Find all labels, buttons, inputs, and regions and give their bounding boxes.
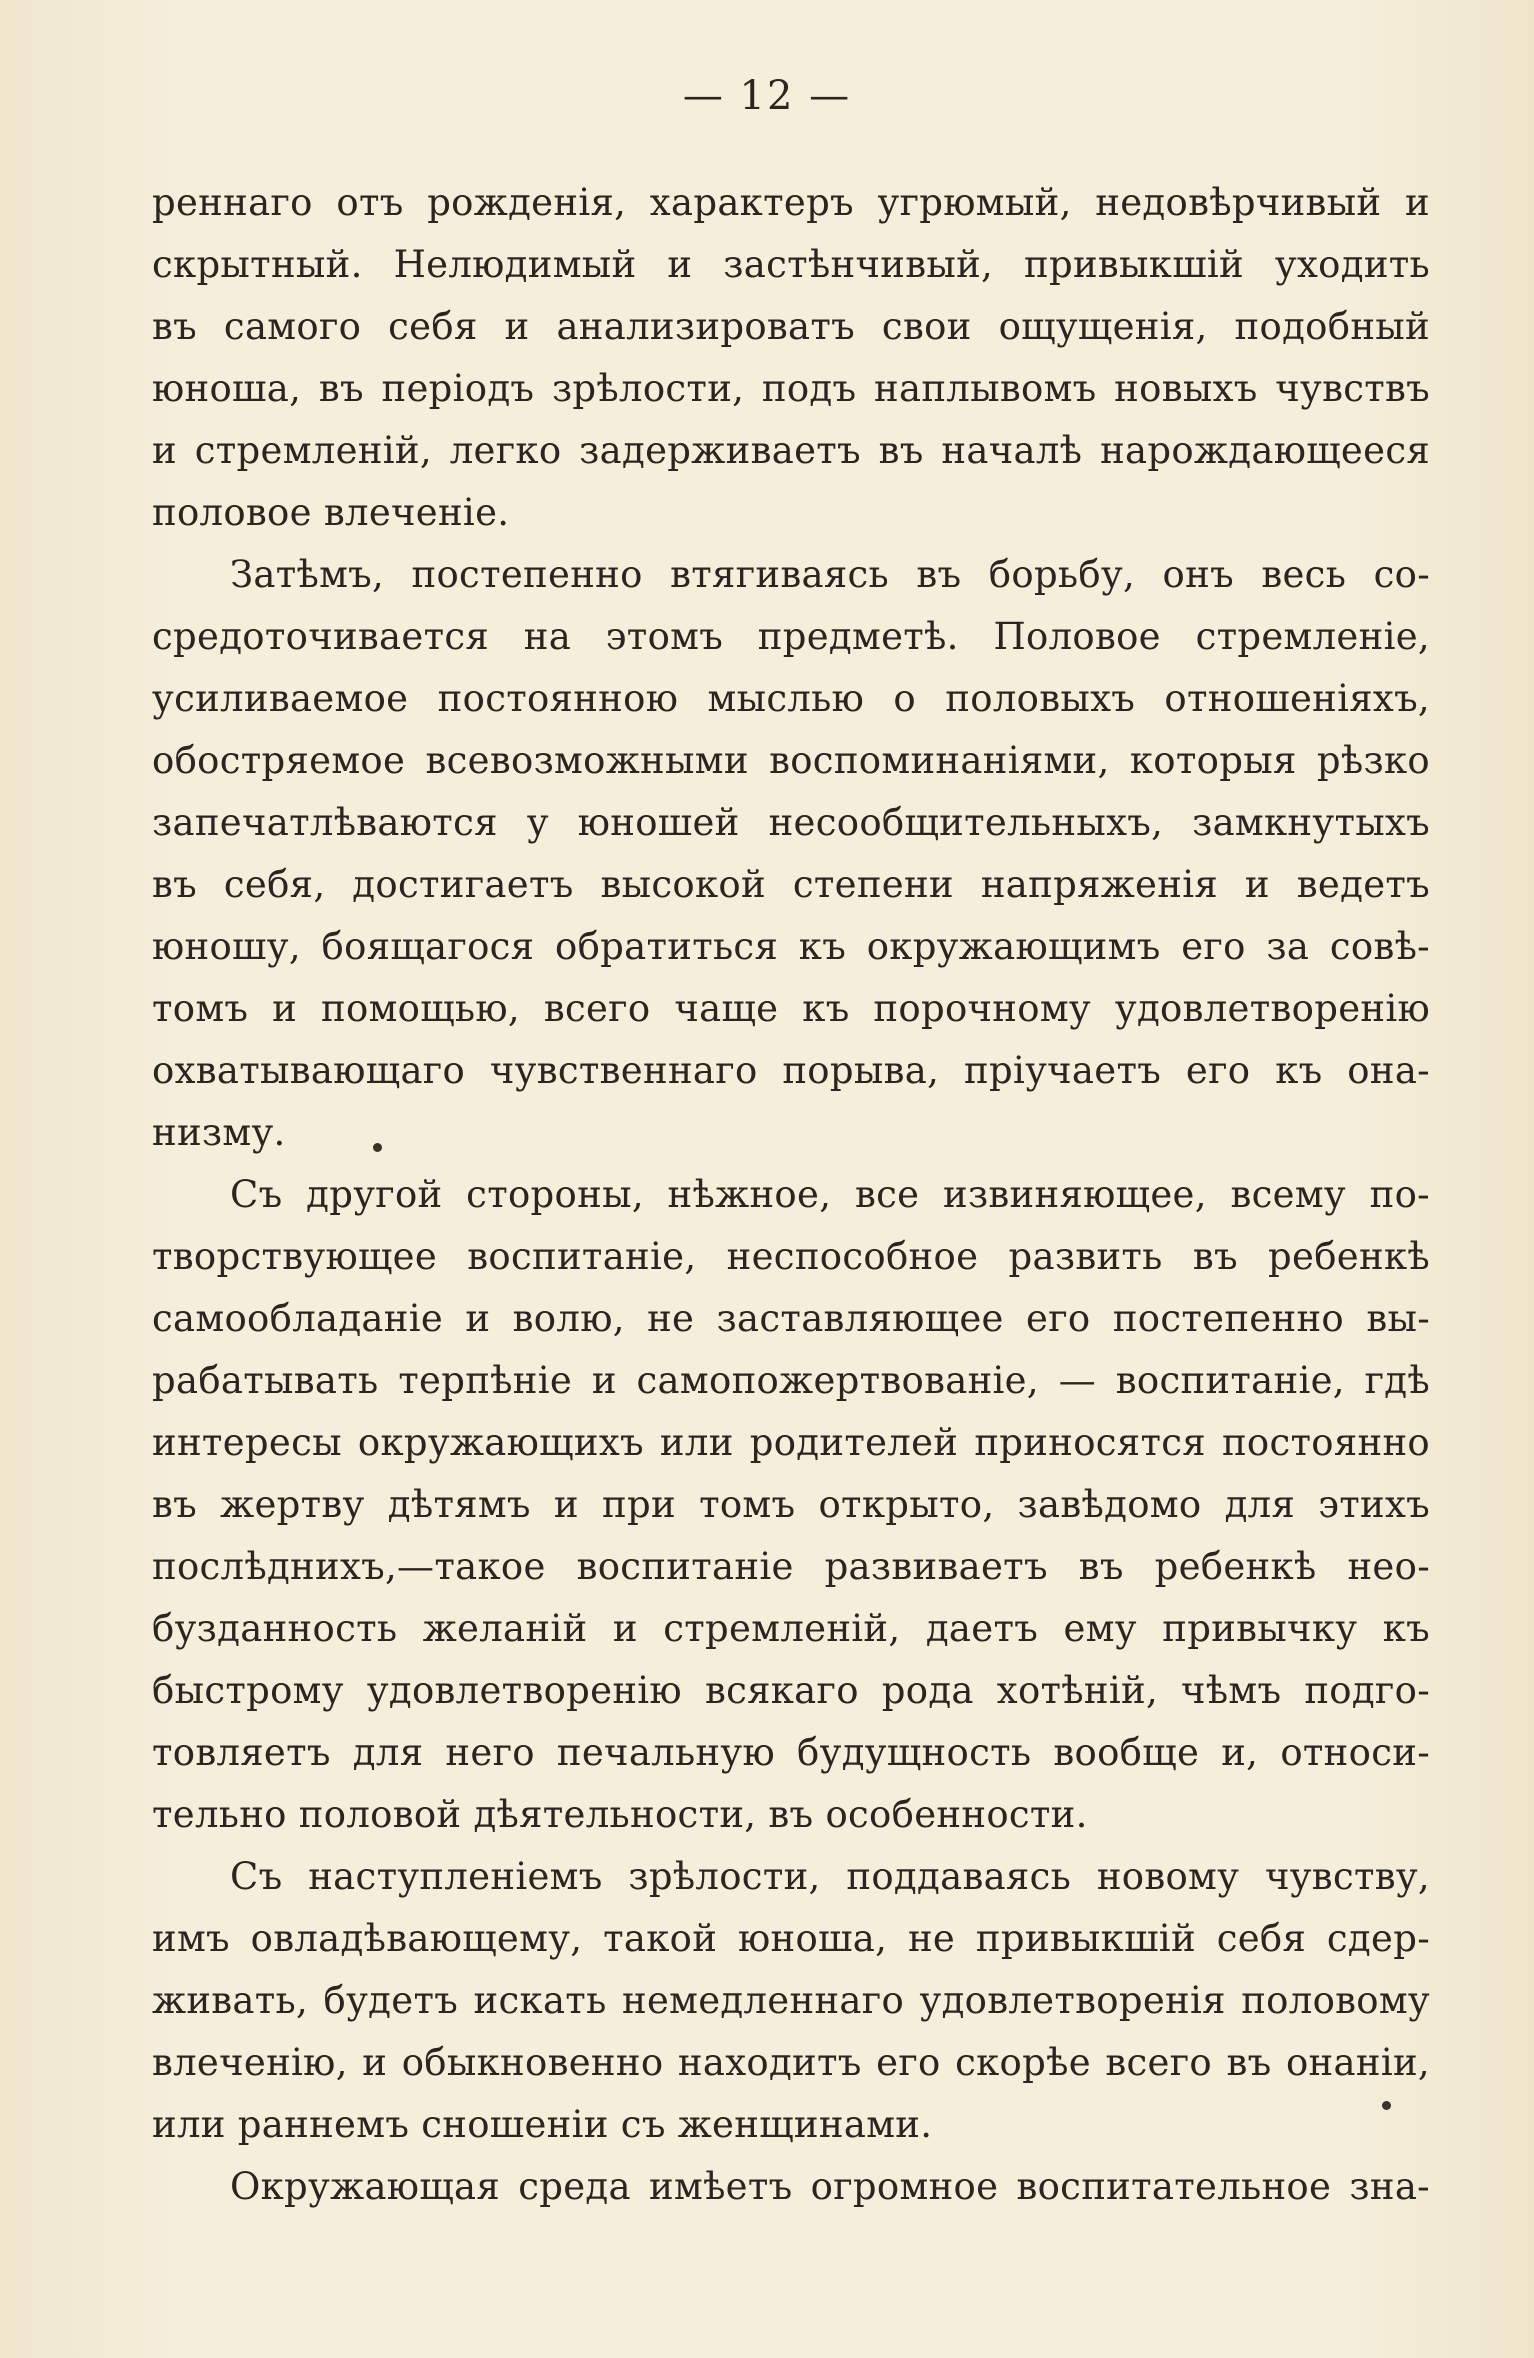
text-line: въ себя, достигаетъ высокой степени напряженія и ведетъ xyxy=(152,863,1430,906)
text-line: юношу, боящагося обратиться къ окружающимъ его за совѣ- xyxy=(152,925,1430,968)
text-line: бузданность желаній и стремленій, даетъ ему привычку къ xyxy=(152,1607,1430,1650)
text-line: рабатывать терпѣніе и самопожертвованіе, — воспитаніе, гдѣ xyxy=(152,1359,1430,1402)
text-line: творствующее воспитаніе, неспособное развить въ ребенкѣ xyxy=(152,1235,1430,1278)
text-line: Окружающая среда имѣетъ огромное воспитательное зна- xyxy=(230,2165,1430,2208)
text-line: скрытный. Нелюдимый и застѣнчивый, привыкшій уходить xyxy=(152,243,1430,286)
ink-speck xyxy=(1382,2101,1391,2110)
text-line: Съ другой стороны, нѣжное, все извиняющее, всему по- xyxy=(230,1173,1430,1216)
text-line: тельно половой дѣятельности, въ особенности. xyxy=(152,1793,1088,1836)
body-text xyxy=(152,172,1430,2218)
text-line: живать, будетъ искать немедленнаго удовлетворенія половому xyxy=(152,1979,1430,2022)
text-line: быстрому удовлетворенію всякаго рода хотѣній, чѣмъ подго- xyxy=(152,1669,1430,1712)
text-line: запечатлѣваются у юношей несообщительныхъ, замкнутыхъ xyxy=(152,801,1430,844)
text-line: низму. xyxy=(152,1111,286,1154)
paragraph xyxy=(152,2156,1430,2218)
text-line: самообладаніе и волю, не заставляющее его постепенно вы- xyxy=(152,1297,1430,1340)
ink-speck xyxy=(373,1143,382,1152)
text-line: усиливаемое постоянною мыслью о половыхъ отношеніяхъ, xyxy=(152,677,1430,720)
paragraph xyxy=(152,172,1430,544)
text-line: въ самого себя и анализироватъ свои ощущенія, подобный xyxy=(152,305,1430,348)
text-line: послѣднихъ,—такое воспитаніе развиваетъ въ ребенкѣ нео- xyxy=(152,1545,1430,1588)
page-number: — 12 — xyxy=(682,73,852,119)
text-line: имъ овладѣвающему, такой юноша, не привыкшій себя сдер- xyxy=(152,1917,1430,1960)
text-line: средоточивается на этомъ предметѣ. Половое стремленіе, xyxy=(152,615,1430,658)
text-line: обостряемое всевозможными воспоминаніями, которыя рѣзко xyxy=(152,739,1430,782)
paragraph xyxy=(152,1846,1430,2156)
text-line: и стремленій, легко задерживаетъ въ началѣ нарождающееся xyxy=(152,429,1430,472)
text-line: или раннемъ сношеніи съ женщинами. xyxy=(152,2103,933,2146)
text-line: Съ наступленіемъ зрѣлости, поддаваясь новому чувству, xyxy=(230,1855,1430,1898)
text-line: половое влеченіе. xyxy=(152,491,510,534)
text-line: охватывающаго чувственнаго порыва, пріучаетъ его къ она- xyxy=(152,1049,1430,1092)
paragraph xyxy=(152,1164,1430,1846)
text-line: Затѣмъ, постепенно втягиваясь въ борьбу, онъ весь со- xyxy=(230,553,1430,596)
text-line: томъ и помощью, всего чаще къ порочному удовлетворенію xyxy=(152,987,1430,1030)
paragraph xyxy=(152,544,1430,1164)
text-line: реннаго отъ рожденія, характеръ угрюмый, недовѣрчивый и xyxy=(152,181,1430,224)
text-line: въ жертву дѣтямъ и при томъ открыто, завѣдомо для этихъ xyxy=(152,1483,1430,1526)
text-line: юноша, въ періодъ зрѣлости, подъ наплывомъ новыхъ чувствъ xyxy=(152,367,1430,410)
text-line: влеченію, и обыкновенно находитъ его скорѣе всего въ онаніи, xyxy=(152,2041,1430,2084)
text-line: товляетъ для него печальную будущность вообще и, относи- xyxy=(152,1731,1430,1774)
text-line: интересы окружающихъ или родителей приносятся постоянно xyxy=(152,1421,1430,1464)
